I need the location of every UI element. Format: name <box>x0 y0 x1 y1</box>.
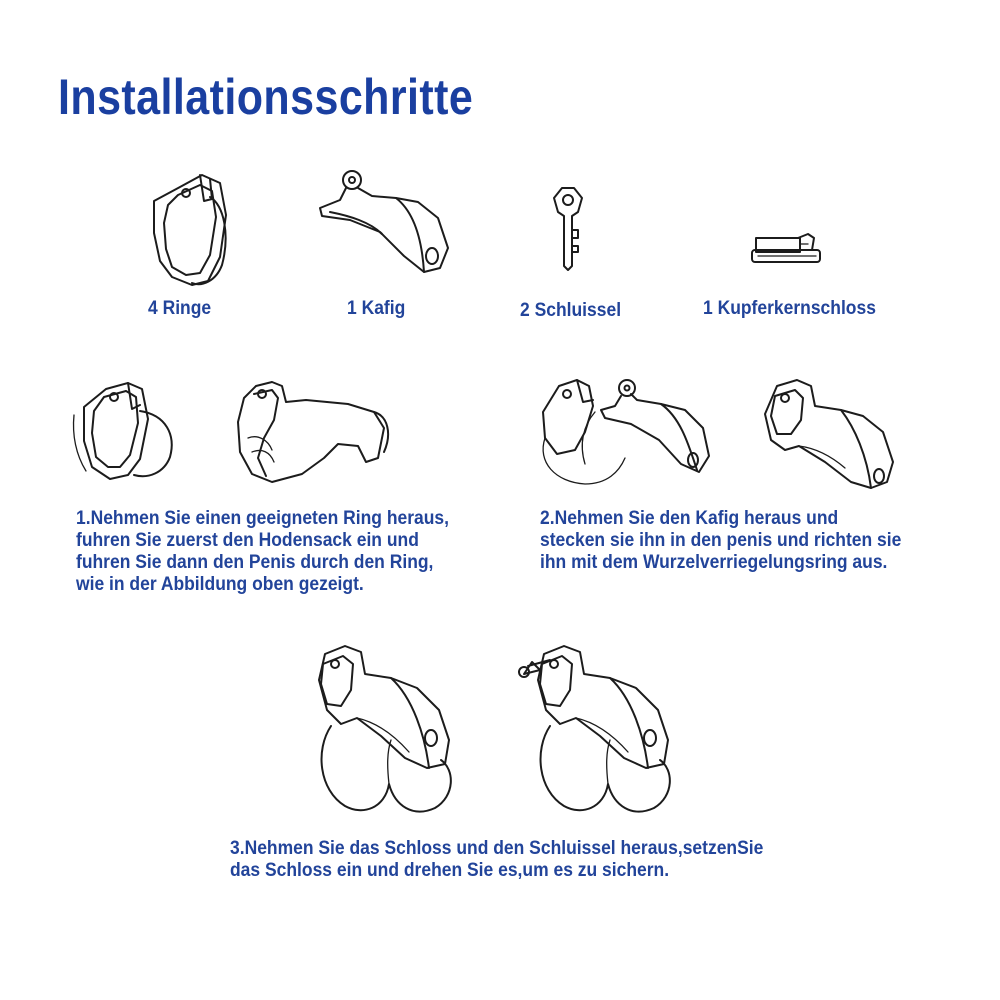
step3-cage-without-lock-illustration <box>305 640 475 820</box>
page-title: Installationsschritte <box>58 69 474 125</box>
step-1-line: fuhren Sie zuerst den Hodensack ein und <box>76 530 419 551</box>
part-label-cage: 1 Kafig <box>347 298 406 319</box>
step-3-instructions <box>230 838 763 882</box>
step-2-line: ihn mit dem Wurzelverriegelungsring aus. <box>540 552 888 573</box>
step-1-line: fuhren Sie dann den Penis durch den Ring, <box>76 552 434 573</box>
step-3-line: das Schloss ein und drehen Sie es,um es zu sichern. <box>230 860 670 881</box>
key-illustration <box>548 186 588 276</box>
step2-cage-insertion-illustration <box>535 372 725 492</box>
part-label-rings: 4 Ringe <box>148 298 212 319</box>
part-label-keys: 2 Schluissel <box>520 300 622 321</box>
step1-ring-on-body-illustration <box>70 375 180 485</box>
step-1-instructions <box>76 508 449 596</box>
lock-illustration <box>748 230 828 270</box>
step-3-line: 3.Nehmen Sie das Schloss und den Schluissel heraus,setzenSie <box>230 838 764 859</box>
step3-cage-with-lock-illustration <box>510 640 680 820</box>
step-1-line: 1.Nehmen Sie einen geeigneten Ring heraus, <box>76 508 450 529</box>
step1-ring-with-body-illustration <box>228 378 398 488</box>
part-label-lock: 1 Kupferkernschloss <box>703 298 876 319</box>
step2-cage-aligned-illustration <box>755 376 905 496</box>
ring-illustration <box>140 165 240 295</box>
step-2-line: stecken sie ihn in den penis und richten sie <box>540 530 902 551</box>
step-2-line: 2.Nehmen Sie den Kafig heraus und <box>540 508 839 529</box>
step-1-line: wie in der Abbildung oben gezeigt. <box>76 574 364 595</box>
step-2-instructions <box>540 508 901 574</box>
cage-illustration <box>310 160 460 280</box>
